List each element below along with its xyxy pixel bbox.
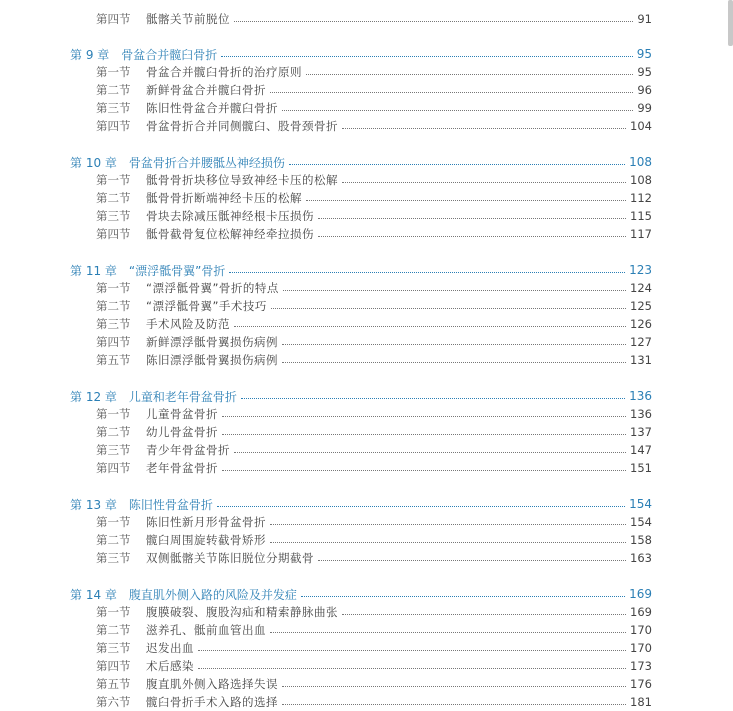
toc-section-entry[interactable] — [96, 441, 652, 459]
dot-leader — [221, 56, 632, 57]
section-title: 新鲜骨盆合并髋臼骨折 — [146, 83, 266, 97]
toc-chapter-entry[interactable] — [70, 261, 652, 279]
dot-leader — [318, 218, 626, 219]
section-number: 第一节 — [96, 65, 131, 79]
section-page-number: 158 — [630, 533, 652, 547]
section-number: 第一节 — [96, 605, 131, 619]
chapter-title: 儿童和老年骨盆骨折 — [128, 389, 237, 404]
section-page-number: 117 — [630, 227, 652, 241]
section-page-number: 131 — [630, 353, 652, 367]
dot-leader — [318, 236, 626, 237]
dot-leader — [241, 398, 625, 399]
toc-section-entry[interactable] — [96, 513, 652, 531]
section-page-number: 112 — [630, 191, 652, 205]
section-number: 第五节 — [96, 677, 131, 691]
dot-leader — [282, 362, 626, 363]
section-title: 新鲜漂浮骶骨翼损伤病例 — [146, 335, 278, 349]
dot-leader — [342, 614, 626, 615]
toc-chapter-entry[interactable] — [70, 153, 652, 171]
section-title: 双侧骶髂关节陈旧脱位分期截骨 — [146, 551, 314, 565]
section-number: 第四节 — [96, 659, 131, 673]
toc-section-entry[interactable] — [96, 117, 652, 135]
section-number: 第一节 — [96, 173, 131, 187]
section-page-number: 176 — [630, 677, 652, 691]
dot-leader — [198, 650, 626, 651]
dot-leader — [318, 560, 626, 561]
section-page-number: 169 — [630, 605, 652, 619]
toc-section-entry[interactable] — [96, 603, 652, 621]
section-number: 第三节 — [96, 101, 131, 115]
toc-section-entry[interactable] — [96, 351, 652, 369]
chapter-page-number: 123 — [629, 263, 652, 277]
section-title: “漂浮骶骨翼”骨折的特点 — [146, 281, 279, 295]
chapter-number: 第 12 章 — [70, 389, 117, 404]
dot-leader — [283, 290, 626, 291]
chapter-number: 第 9 章 — [70, 47, 110, 62]
dot-leader — [234, 452, 626, 453]
section-title: 骨盆合并髋臼骨折的治疗原则 — [146, 65, 302, 79]
section-title: 儿童骨盆骨折 — [146, 407, 218, 421]
section-number: 第二节 — [96, 623, 131, 637]
chapter-number: 第 10 章 — [70, 155, 117, 170]
dot-leader — [234, 21, 633, 22]
chapter-number: 第 13 章 — [70, 497, 117, 512]
chapter-title: 陈旧性骨盆骨折 — [128, 497, 213, 512]
section-number: 第五节 — [96, 353, 131, 367]
scrollbar[interactable] — [728, 0, 733, 46]
section-title: 幼儿骨盆骨折 — [146, 425, 218, 439]
chapter-title: 骨盆合并髋臼骨折 — [121, 47, 218, 62]
chapter-page-number: 154 — [629, 497, 652, 511]
dot-leader — [270, 632, 626, 633]
toc-chapter-entry[interactable] — [70, 585, 652, 603]
section-number: 第六节 — [96, 695, 131, 709]
dot-leader — [229, 272, 625, 273]
dot-leader — [234, 326, 626, 327]
section-title: 术后感染 — [146, 659, 194, 673]
section-page-number: 127 — [630, 335, 652, 349]
section-page-number: 108 — [630, 173, 652, 187]
section-number: 第二节 — [96, 425, 131, 439]
section-title: 髋臼骨折手术入路的选择 — [146, 695, 278, 709]
dot-leader — [282, 110, 633, 111]
dot-leader — [217, 506, 625, 507]
section-title: 腹直肌外侧入路选择失误 — [146, 677, 278, 691]
toc-section-entry[interactable] — [96, 459, 652, 477]
section-page-number: 136 — [630, 407, 652, 421]
section-title: “漂浮骶骨翼”手术技巧 — [146, 299, 267, 313]
section-page-number: 95 — [637, 65, 652, 79]
section-title: 骶骨截骨复位松解神经牵拉损伤 — [146, 227, 314, 241]
section-page-number: 125 — [630, 299, 652, 313]
dot-leader — [282, 704, 626, 705]
chapter-number: 第 14 章 — [70, 587, 117, 602]
section-number: 第二节 — [96, 533, 131, 547]
dot-leader — [306, 200, 626, 201]
section-title: 骨块去除减压骶神经根卡压损伤 — [146, 209, 314, 223]
section-number: 第二节 — [96, 191, 131, 205]
dot-leader — [222, 434, 626, 435]
chapter-page-number: 108 — [629, 155, 652, 169]
toc-section-entry[interactable] — [96, 405, 652, 423]
section-title: 髋臼周围旋转截骨矫形 — [146, 533, 266, 547]
dot-leader — [282, 686, 626, 687]
dot-leader — [271, 308, 626, 309]
dot-leader — [301, 596, 625, 597]
toc-section-entry[interactable] — [96, 189, 652, 207]
section-title: 腹膜破裂、腹股沟疝和精索静脉曲张 — [146, 605, 338, 619]
dot-leader — [270, 92, 633, 93]
toc-section-entry[interactable] — [96, 10, 652, 28]
section-number: 第一节 — [96, 281, 131, 295]
section-page-number: 170 — [630, 623, 652, 637]
section-page-number: 154 — [630, 515, 652, 529]
section-page-number: 126 — [630, 317, 652, 331]
dot-leader — [342, 182, 626, 183]
toc-section-entry[interactable] — [96, 693, 652, 711]
section-title: 青少年骨盆骨折 — [146, 443, 230, 457]
toc-section-entry[interactable] — [96, 333, 652, 351]
dot-leader — [270, 542, 626, 543]
toc-section-entry[interactable] — [96, 621, 652, 639]
toc-section-entry[interactable] — [96, 549, 652, 567]
section-number: 第四节 — [96, 227, 131, 241]
section-number: 第一节 — [96, 407, 131, 421]
section-title: 陈旧漂浮骶骨翼损伤病例 — [146, 353, 278, 367]
section-number: 第三节 — [96, 317, 131, 331]
dot-leader — [342, 128, 626, 129]
dot-leader — [222, 470, 626, 471]
section-title: 老年骨盆骨折 — [146, 461, 218, 475]
section-title: 骶骨骨折块移位导致神经卡压的松解 — [146, 173, 338, 187]
dot-leader — [222, 416, 626, 417]
chapter-title: 骨盆骨折合并腰骶丛神经损伤 — [128, 155, 285, 170]
section-number: 第二节 — [96, 83, 131, 97]
chapter-page-number: 136 — [629, 389, 652, 403]
section-title: 手术风险及防范 — [146, 317, 230, 331]
section-number: 第二节 — [96, 299, 131, 313]
toc-section-entry[interactable] — [96, 279, 652, 297]
toc-chapter-entry[interactable] — [70, 495, 652, 513]
section-page-number: 173 — [630, 659, 652, 673]
section-page-number: 137 — [630, 425, 652, 439]
section-page-number: 99 — [637, 101, 652, 115]
toc-section-entry[interactable] — [96, 423, 652, 441]
toc-section-entry[interactable] — [96, 675, 652, 693]
section-number: 第一节 — [96, 515, 131, 529]
toc-section-entry[interactable] — [96, 297, 652, 315]
toc-chapter-entry[interactable] — [70, 387, 652, 405]
section-page-number: 170 — [630, 641, 652, 655]
section-title: 陈旧性骨盆合并髋臼骨折 — [146, 101, 278, 115]
section-title: 滋养孔、骶前血管出血 — [146, 623, 266, 637]
section-title: 骨盆骨折合并同侧髋臼、股骨颈骨折 — [146, 119, 338, 133]
dot-leader — [289, 164, 625, 165]
toc-section-entry[interactable] — [96, 657, 652, 675]
section-number: 第四节 — [96, 461, 131, 475]
dot-leader — [270, 524, 626, 525]
toc-section-entry[interactable] — [96, 315, 652, 333]
chapter-page-number: 169 — [629, 587, 652, 601]
section-page-number: 96 — [637, 83, 652, 97]
section-number: 第四节 — [96, 12, 131, 26]
toc-chapter-entry[interactable] — [70, 45, 652, 63]
toc-section-entry[interactable] — [96, 171, 652, 189]
section-number: 第三节 — [96, 641, 131, 655]
section-number: 第三节 — [96, 209, 131, 223]
chapter-number: 第 11 章 — [70, 263, 117, 278]
section-page-number: 163 — [630, 551, 652, 565]
toc-section-entry[interactable] — [96, 531, 652, 549]
chapter-title: 腹直肌外侧入路的风险及并发症 — [128, 587, 297, 602]
chapter-page-number: 95 — [636, 47, 652, 61]
toc-section-entry[interactable] — [96, 99, 652, 117]
section-page-number: 124 — [630, 281, 652, 295]
section-number: 第三节 — [96, 443, 131, 457]
toc-section-entry[interactable] — [96, 207, 652, 225]
dot-leader — [198, 668, 626, 669]
dot-leader — [282, 344, 626, 345]
section-number: 第四节 — [96, 119, 131, 133]
section-title: 迟发出血 — [146, 641, 194, 655]
toc-section-entry[interactable] — [96, 81, 652, 99]
toc-section-entry[interactable] — [96, 225, 652, 243]
section-page-number: 181 — [630, 695, 652, 709]
section-number: 第三节 — [96, 551, 131, 565]
section-title: 骶髂关节前脱位 — [146, 12, 230, 26]
dot-leader — [306, 74, 633, 75]
section-page-number: 91 — [637, 12, 652, 26]
toc-section-entry[interactable] — [96, 63, 652, 81]
section-page-number: 151 — [630, 461, 652, 475]
chapter-title: “漂浮骶骨翼”骨折 — [128, 263, 226, 278]
section-number: 第四节 — [96, 335, 131, 349]
section-title: 骶骨骨折断端神经卡压的松解 — [146, 191, 302, 205]
section-title: 陈旧性新月形骨盆骨折 — [146, 515, 266, 529]
toc-section-entry[interactable] — [96, 639, 652, 657]
section-page-number: 147 — [630, 443, 652, 457]
section-page-number: 115 — [630, 209, 652, 223]
section-page-number: 104 — [630, 119, 652, 133]
